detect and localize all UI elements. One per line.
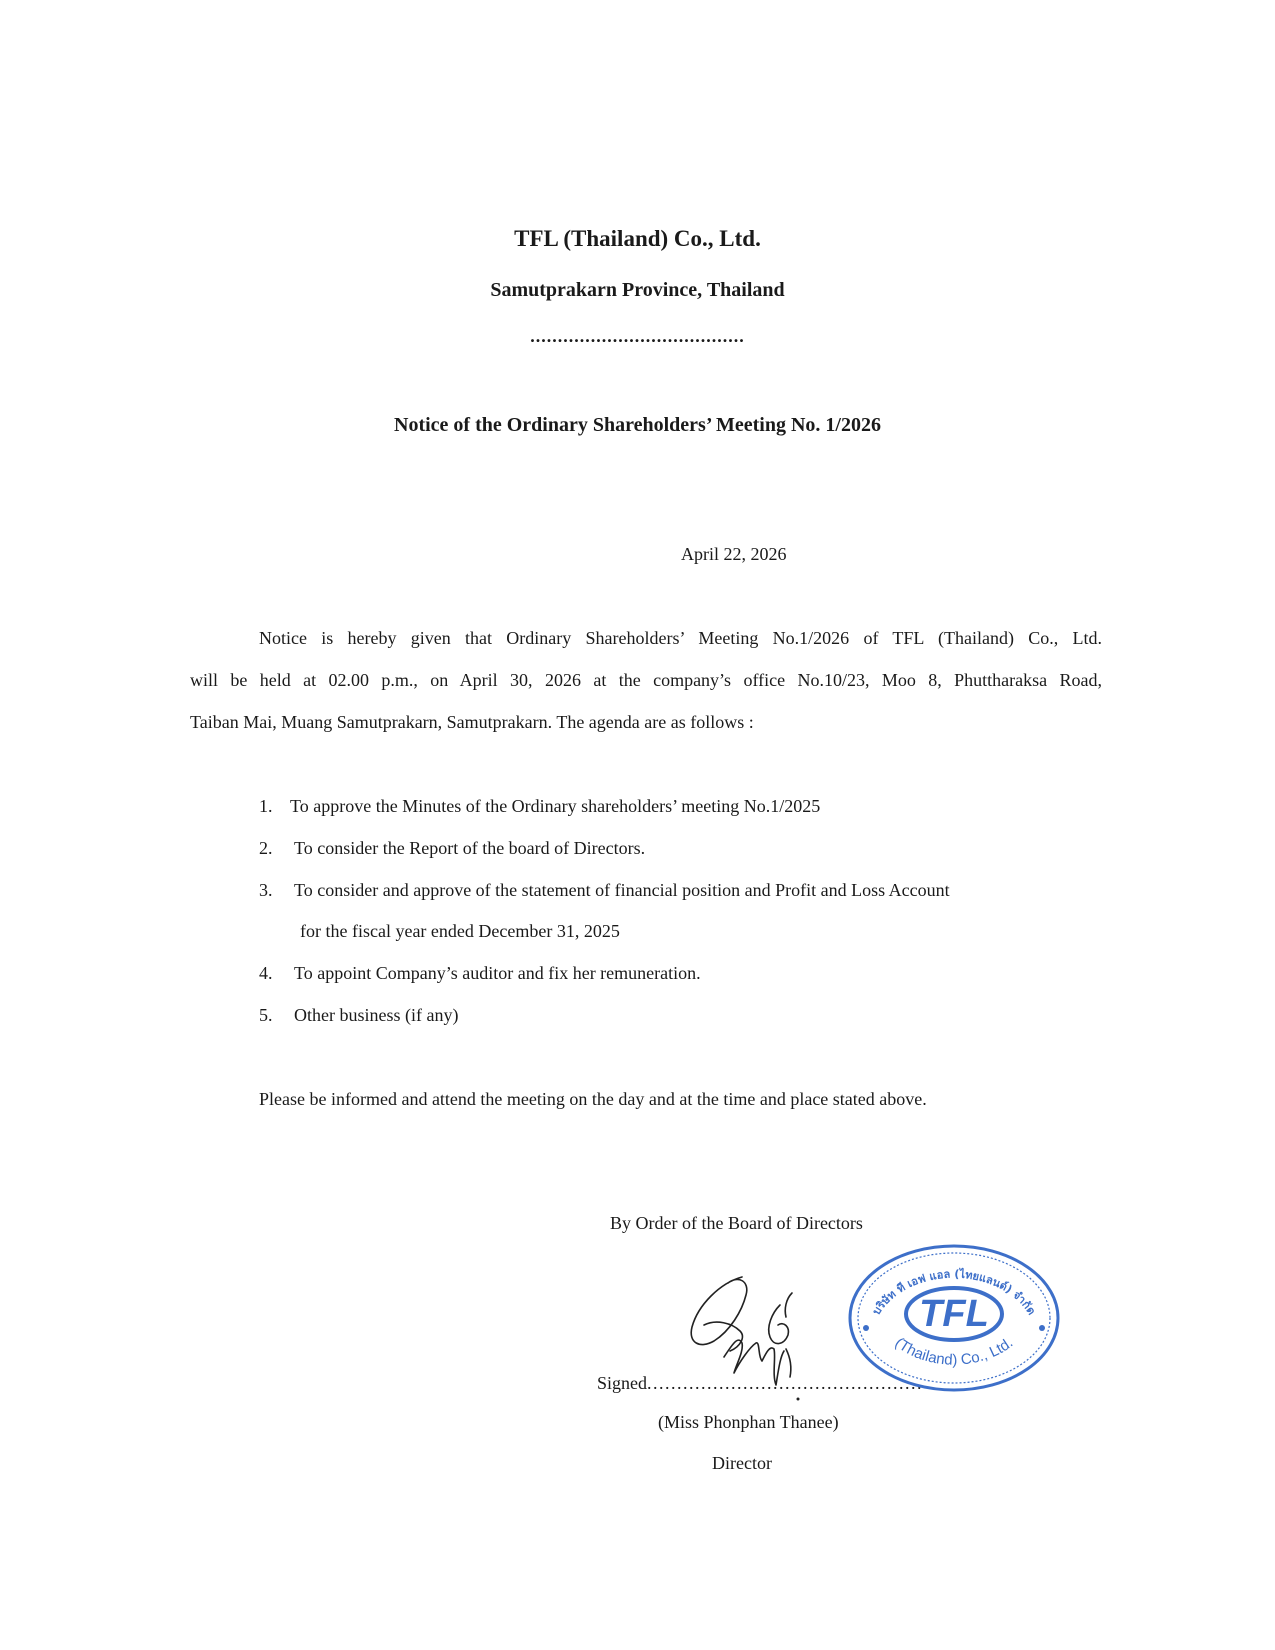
company-stamp xyxy=(846,1242,1062,1394)
stamp-top-text: บริษัท ที เอฟ แอล (ไทยแลนด์) จำกัด xyxy=(869,1267,1039,1318)
agenda-item-number: 2. xyxy=(259,838,273,858)
paragraph-line: Taiban Mai, Muang Samutprakarn, Samutprakarn. The agenda are as follows : xyxy=(190,712,754,732)
stamp-bottom-text: (Thailand) Co., Ltd. xyxy=(891,1334,1017,1369)
agenda-item-text: To appoint Company’s auditor and fix her remuneration. xyxy=(294,963,701,983)
signature-dots: .............................................. xyxy=(647,1373,924,1393)
paragraph-line: Notice is hereby given that Ordinary Shareholders’ Meeting No.1/2026 of TFL (Thailand) Co., Ltd. xyxy=(259,628,1102,648)
closing-text: Please be informed and attend the meeting on the day and at the time and place stated above. xyxy=(259,1089,927,1109)
signer-name: (Miss Phonphan Thanee) xyxy=(658,1412,839,1432)
agenda-item-text: To approve the Minutes of the Ordinary shareholders’ meeting No.1/2025 xyxy=(290,796,821,816)
agenda-item-number: 3. xyxy=(259,880,273,900)
company-location: Samutprakarn Province, Thailand xyxy=(490,279,785,301)
agenda-item-number: 4. xyxy=(259,963,273,983)
agenda-item-continuation: for the fiscal year ended December 31, 2025 xyxy=(300,921,620,941)
notice-date: April 22, 2026 xyxy=(681,544,787,564)
signer-title: Director xyxy=(712,1453,772,1473)
handwritten-signature xyxy=(680,1265,820,1405)
stamp-logo-text: TFL xyxy=(919,1293,989,1335)
separator-dots: ....................................... xyxy=(530,326,745,346)
agenda-item-number: 5. xyxy=(259,1005,273,1025)
agenda-item-text: To consider the Report of the board of Directors. xyxy=(294,838,646,858)
notice-title: Notice of the Ordinary Shareholders’ Meeting No. 1/2026 xyxy=(394,414,881,436)
agenda-item-text: Other business (if any) xyxy=(294,1005,459,1025)
signed-label: Signed xyxy=(597,1373,648,1393)
agenda-item-text: To consider and approve of the statement of financial position and Profit and Loss Account xyxy=(294,880,950,900)
paragraph-line: will be held at 02.00 p.m., on April 30, 2026 at the company’s office No.10/23, Moo 8, Phuttharaksa Road, xyxy=(190,670,1102,690)
agenda-item-number: 1. xyxy=(259,796,273,816)
company-name: TFL (Thailand) Co., Ltd. xyxy=(514,226,761,251)
board-order-text: By Order of the Board of Directors xyxy=(610,1213,863,1233)
